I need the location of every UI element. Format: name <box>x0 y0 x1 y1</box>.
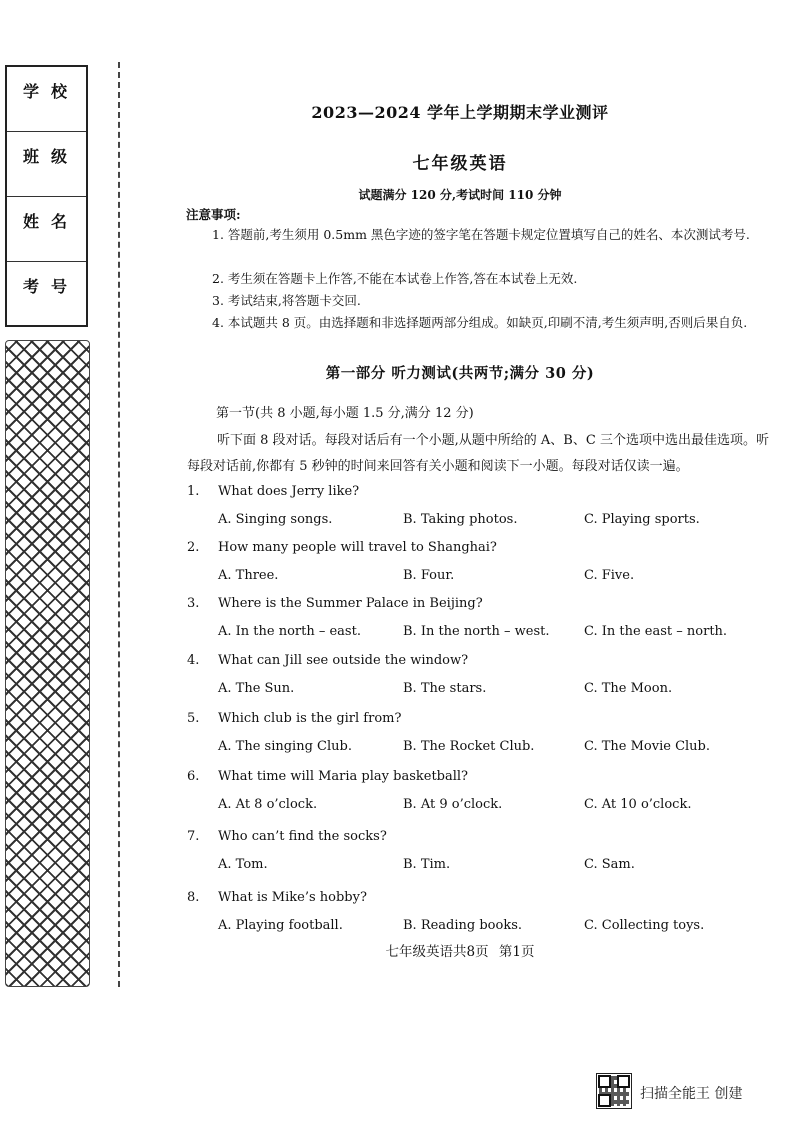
option-b: B. Four. <box>403 568 455 583</box>
option-a: A. In the north – east. <box>218 624 361 639</box>
notice-item: 4. 本试题共 8 页。由选择题和非选择题两部分组成。如缺页,印刷不清,考生须声明,否则后果自负. <box>212 315 748 330</box>
option-a: A. Three. <box>218 568 279 583</box>
question-number: 2. <box>187 540 200 555</box>
listening-instructions: 听下面 8 段对话。每段对话后有一个小题,从题中所给的 A、B、C 三个选项中选出最佳选项。听每段对话前,你都有 5 秒钟的时间来回答有关小题和阅读下一小题。每段对话仅读一遍。 <box>187 433 769 474</box>
notice-item: 3. 考试结束,将答题卡交回. <box>212 293 361 308</box>
school-field <box>7 67 86 132</box>
name-label: 姓名 <box>23 212 80 231</box>
question-number: 4. <box>187 653 200 668</box>
question-number: 1. <box>187 484 200 499</box>
option-b: B. The stars. <box>403 681 487 696</box>
name-field <box>7 197 86 262</box>
question-number: 3. <box>187 596 200 611</box>
exam-subject: 七年级英语 <box>412 154 508 174</box>
section-heading: 第一部分 听力测试(共两节;满分 30 分) <box>325 365 595 382</box>
page-footer: 七年级英语共8页 第1页 <box>385 944 535 960</box>
option-a: A. Playing football. <box>218 918 343 933</box>
exam-title: 2023—2024 学年上学期期末学业测评 <box>311 103 609 122</box>
question-text: Who can’t find the socks? <box>218 829 387 844</box>
option-b: B. The Rocket Club. <box>403 739 535 754</box>
question-text: What time will Maria play basketball? <box>218 769 469 784</box>
question-text: Which club is the girl from? <box>218 711 402 726</box>
option-a: A. Singing songs. <box>218 512 333 527</box>
score-info: 试题满分 120 分,考试时间 110 分钟 <box>358 188 562 202</box>
option-c: C. The Moon. <box>584 681 673 696</box>
exam-number-field <box>7 262 86 327</box>
option-b: B. Reading books. <box>403 918 523 933</box>
notice-item: 2. 考生须在答题卡上作答,不能在本试卷上作答,答在本试卷上无效. <box>212 271 578 286</box>
option-c: C. The Movie Club. <box>584 739 711 754</box>
exam-number-label: 考号 <box>23 277 80 296</box>
option-b: B. Tim. <box>403 857 451 872</box>
binding-pattern <box>5 340 90 987</box>
question-text: What does Jerry like? <box>218 484 360 499</box>
question-text: What is Mike’s hobby? <box>218 890 367 905</box>
class-label: 班级 <box>23 147 80 166</box>
option-a: A. The singing Club. <box>218 739 352 754</box>
class-field <box>7 132 86 197</box>
question-number: 8. <box>187 890 200 905</box>
qr-code-icon <box>596 1073 632 1109</box>
option-a: A. Tom. <box>218 857 268 872</box>
question-number: 7. <box>187 829 200 844</box>
option-c: C. At 10 o’clock. <box>584 797 692 812</box>
question-number: 6. <box>187 769 200 784</box>
section-subheading: 第一节(共 8 小题,每小题 1.5 分,满分 12 分) <box>216 406 474 421</box>
option-c: C. In the east – north. <box>584 624 728 639</box>
option-c: C. Collecting toys. <box>584 918 705 933</box>
question-text: Where is the Summer Palace in Beijing? <box>218 596 483 611</box>
option-b: B. Taking photos. <box>403 512 518 527</box>
binding-cut-line <box>118 62 120 987</box>
notice-item: 1. 答题前,考生须用 0.5mm 黑色字迹的签字笔在答题卡规定位置填写自己的姓名、本次测试考号. <box>212 227 750 242</box>
student-info-box <box>5 65 88 327</box>
option-b: B. In the north – west. <box>403 624 550 639</box>
option-a: A. At 8 o’clock. <box>218 797 318 812</box>
school-label: 学校 <box>23 82 80 101</box>
option-c: C. Sam. <box>584 857 635 872</box>
option-b: B. At 9 o’clock. <box>403 797 503 812</box>
question-text: What can Jill see outside the window? <box>218 653 469 668</box>
notice-heading: 注意事项: <box>186 207 241 222</box>
question-text: How many people will travel to Shanghai? <box>218 540 497 555</box>
option-a: A. The Sun. <box>218 681 295 696</box>
scanner-watermark: 扫描全能王 创建 <box>640 1086 743 1102</box>
option-c: C. Playing sports. <box>584 512 700 527</box>
option-c: C. Five. <box>584 568 635 583</box>
question-number: 5. <box>187 711 200 726</box>
